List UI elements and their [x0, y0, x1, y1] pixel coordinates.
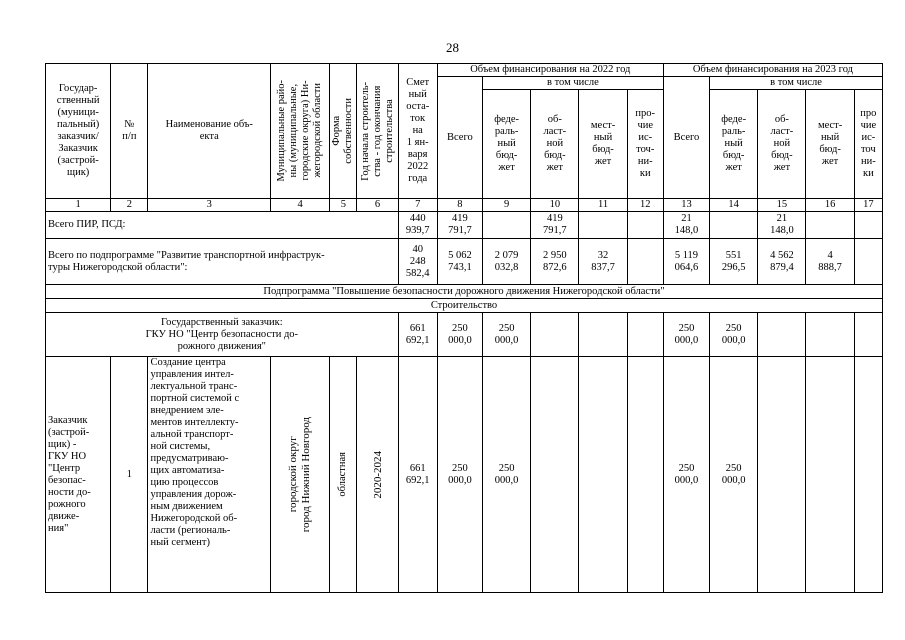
cell-value: 4 888,7 [806, 239, 854, 285]
col-num: 7 [398, 199, 437, 212]
col-num: 15 [758, 199, 806, 212]
col-num: 13 [663, 199, 709, 212]
table-row [46, 357, 883, 593]
cell-empty [806, 212, 854, 239]
col-num: 16 [806, 199, 854, 212]
cell-empty [627, 313, 663, 357]
header-including-2022: в том числе [483, 77, 664, 90]
cell-value: 250 000,0 [710, 313, 758, 357]
cell-value: 5 119 064,6 [663, 239, 709, 285]
header-customer: Государ- ственный (муници- пальный) заказчик/ Заказчик (застрой- щик) [46, 64, 111, 199]
row-label-subprogram-total: Всего по подпрограмме "Развитие транспортной инфраструк- туры Нижегородской области": [46, 239, 399, 285]
cell-value: 250 000,0 [437, 357, 482, 593]
cell-empty [579, 313, 627, 357]
header-estimate: Смет ный оста- ток на 1 ян- варя 2022 года [398, 64, 437, 199]
column-numbers-row [46, 199, 883, 212]
cell-empty [758, 313, 806, 357]
cell-value: 419 791,7 [437, 212, 482, 239]
item-name: Создание центра управления интел- лектуальной транс- портной системой с внедрением эле- ментов интеллекту- альной транспорт- ной системы, предусматриваю- щих автоматиза- цию процессов управления дорож- ным движением Нижегородской об- ласти (региональ- ный сегмент) [148, 357, 271, 593]
cell-empty [854, 212, 882, 239]
cell-empty [531, 313, 579, 357]
cell-empty [854, 239, 882, 285]
cell-empty [627, 357, 663, 593]
col-num: 2 [111, 199, 148, 212]
col-num: 10 [531, 199, 579, 212]
col-num: 4 [271, 199, 330, 212]
header-other-2022: про- чие ис- точ- ни- ки [627, 90, 663, 199]
cell-empty [806, 313, 854, 357]
col-num: 6 [357, 199, 398, 212]
cell-value: 250 000,0 [483, 357, 531, 593]
header-fin-2022: Объем финансирования на 2022 год [437, 64, 663, 77]
cell-value: 419 791,7 [531, 212, 579, 239]
table-row [46, 212, 883, 239]
section-title: Строительство [46, 299, 883, 313]
header-total-2022: Всего [437, 77, 482, 199]
header-municipal: Муниципальные райо- ны (муниципальные, городские округа) Ни- жегородской области [276, 80, 324, 182]
cell-value: 21 148,0 [663, 212, 709, 239]
cell-value: 32 837,7 [579, 239, 627, 285]
cell-value: 551 296,5 [710, 239, 758, 285]
cell-empty [710, 212, 758, 239]
header-other-2023: про чие ис- точ ни- ки [854, 90, 882, 199]
header-local-2023: мест- ный бюд- жет [806, 90, 854, 199]
col-num: 8 [437, 199, 482, 212]
item-municipal: городской округ город Нижний Новгород [287, 416, 313, 533]
row-label-state-customer: Государственный заказчик: ГКУ НО "Центр безопасности до- рожного движения" [46, 313, 399, 357]
header-fin-2023: Объем финансирования на 2023 год [663, 64, 882, 77]
item-years-cell [357, 357, 398, 593]
header-local-2022: мест- ный бюд- жет [579, 90, 627, 199]
row-label-pir: Всего ПИР, ПСД: [46, 212, 399, 239]
header-total-2023: Всего [663, 77, 709, 199]
cell-value: 5 062 743,1 [437, 239, 482, 285]
table-row [46, 239, 883, 285]
col-num: 14 [710, 199, 758, 212]
cell-empty [806, 357, 854, 593]
cell-empty [483, 212, 531, 239]
col-num: 12 [627, 199, 663, 212]
col-num: 5 [330, 199, 357, 212]
cell-empty [579, 357, 627, 593]
cell-value: 661 692,1 [398, 357, 437, 593]
financing-table [45, 63, 883, 593]
cell-value: 250 000,0 [483, 313, 531, 357]
item-customer: Заказчик (застрой- щик) - ГКУ НО "Центр безопас- ности до- рожного движе- ния" [46, 357, 111, 593]
cell-empty [854, 357, 882, 593]
cell-value: 40 248 582,4 [398, 239, 437, 285]
col-num: 9 [483, 199, 531, 212]
cell-value: 21 148,0 [758, 212, 806, 239]
header-number: № п/п [111, 64, 148, 199]
table-row [46, 313, 883, 357]
col-num: 1 [46, 199, 111, 212]
cell-value: 250 000,0 [663, 313, 709, 357]
col-num: 17 [854, 199, 882, 212]
cell-value: 2 950 872,6 [531, 239, 579, 285]
cell-empty [627, 212, 663, 239]
header-regional-2022: об- ласт- ной бюд- жет [531, 90, 579, 199]
header-including-2023: в том числе [710, 77, 883, 90]
header-municipal-cell [271, 64, 330, 199]
cell-empty [531, 357, 579, 593]
header-federal-2023: феде- раль- ный бюд- жет [710, 90, 758, 199]
col-num: 3 [148, 199, 271, 212]
cell-value: 4 562 879,4 [758, 239, 806, 285]
cell-empty [758, 357, 806, 593]
cell-empty [627, 239, 663, 285]
item-ownership-cell [330, 357, 357, 593]
cell-empty [854, 313, 882, 357]
cell-value: 250 000,0 [710, 357, 758, 593]
header-years: Год начала строитель- ства - год окончания строительства [359, 81, 395, 181]
cell-value: 250 000,0 [663, 357, 709, 593]
cell-value: 250 000,0 [437, 313, 482, 357]
header-object-name: Наименование объ- екта [148, 64, 271, 199]
item-number: 1 [111, 357, 148, 593]
cell-value: 440 939,7 [398, 212, 437, 239]
header-ownership: Форма собственности [331, 98, 355, 164]
header-federal-2022: феде- раль- ный бюд- жет [483, 90, 531, 199]
col-num: 11 [579, 199, 627, 212]
cell-value: 2 079 032,8 [483, 239, 531, 285]
header-ownership-cell [330, 64, 357, 199]
cell-empty [579, 212, 627, 239]
cell-value: 661 692,1 [398, 313, 437, 357]
item-municipal-cell [271, 357, 330, 593]
page-number: 28 [446, 40, 459, 55]
header-regional-2023: об- ласт- ной бюд- жет [758, 90, 806, 199]
header-years-cell [357, 64, 398, 199]
subprogram-title: Подпрограмма "Повышение безопасности дорожного движения Нижегородской области" [46, 285, 883, 299]
item-ownership: областная [337, 452, 349, 497]
item-years: 2020-2024 [371, 450, 384, 499]
